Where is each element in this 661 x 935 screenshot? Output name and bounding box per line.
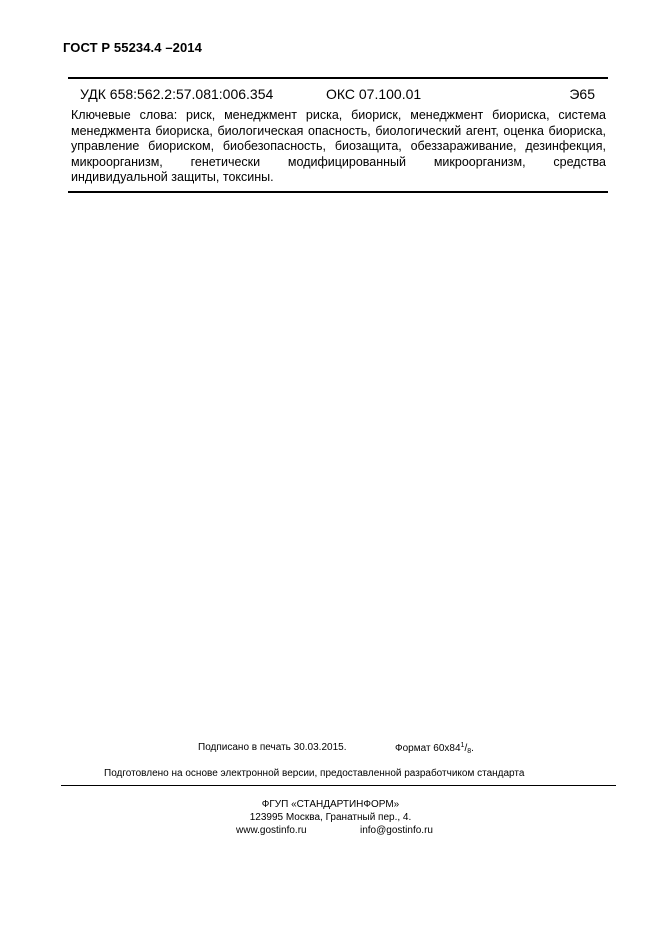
group-code: Э65: [569, 86, 595, 102]
paper-format-prefix: Формат 60х84: [395, 743, 461, 754]
top-rule: [68, 77, 608, 79]
paper-format-denominator: 8: [467, 748, 472, 755]
imprint-divider: [61, 785, 616, 786]
signed-date: Подписано в печать 30.03.2015.: [198, 742, 347, 753]
paper-format: Формат $60х84^1/_8$.: [395, 742, 474, 755]
bottom-rule: [68, 191, 608, 193]
udk-code: УДК 658:562.2:57.081:006.354: [80, 86, 274, 102]
website-link[interactable]: www.gostinfo.ru: [236, 825, 307, 836]
email-link[interactable]: info@gostinfo.ru: [360, 825, 433, 836]
paper-format-numerator: 1: [460, 742, 465, 749]
paper-format-suffix: .: [471, 743, 474, 754]
publisher-block: [0, 798, 661, 825]
publisher-name: ФГУП «СТАНДАРТИНФОРМ»: [261, 799, 400, 810]
publisher-address: 123995 Москва, Гранатный пер., 4.: [249, 812, 412, 824]
oks-code: ОКС 07.100.01: [326, 86, 422, 102]
prepared-note: Подготовлено на основе электронной версии, предоставленной разработчиком стандарта: [104, 768, 525, 779]
standard-designation: ГОСТ Р 55234.4 –2014: [63, 40, 202, 55]
keywords-paragraph: Ключевые слова: риск, менеджмент риска, биориск, менеджмент биориска, система менеджмента биориска, биологическая опасность, биологический агент, оценка биориска, управление биориском, биобезопасность, биозащита, обеззараживание, дезинфекция, микроорганизм, генетически модифицированный микроорганизм, средства индивидуальной защиты, токсины.: [71, 108, 606, 185]
